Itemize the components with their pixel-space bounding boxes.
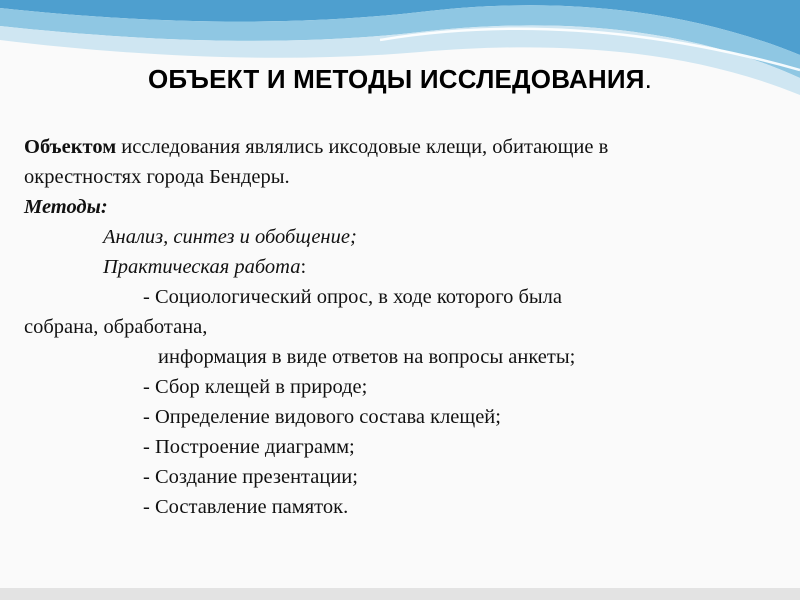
list-item: - Социологический опрос, в ходе которого была	[143, 286, 563, 308]
list-item: - Составление памяток.	[143, 496, 349, 518]
list-item: - Определение видового состава клещей;	[143, 406, 501, 428]
object-label: Объектом	[24, 136, 117, 158]
practical-colon: :	[300, 256, 307, 278]
list-item: - Сбор клещей в природе;	[143, 376, 368, 398]
method-practical	[24, 252, 794, 282]
list-item-continuation: информация в виде ответов на вопросы анкеты;	[158, 346, 576, 368]
title-text: ОБЪЕКТ И МЕТОДЫ ИССЛЕДОВАНИЯ	[147, 64, 645, 94]
methods-label: Методы:	[24, 196, 108, 218]
list-item-continuation: собрана, обработана,	[24, 316, 208, 338]
practical-label: Практическая работа	[103, 256, 301, 278]
page-title	[0, 64, 800, 95]
list-item: - Построение диаграмм;	[143, 436, 355, 458]
object-line-2: окрестностях города Бендеры.	[24, 166, 290, 188]
bottom-bar	[0, 588, 800, 600]
object-text-1: исследования являлись иксодовые клещи, обитающие в	[116, 136, 609, 158]
method-analysis: Анализ, синтез и обобщение;	[103, 226, 357, 248]
content-body	[24, 132, 794, 522]
object-line-1	[24, 132, 794, 162]
title-dot: .	[644, 64, 653, 94]
list-item: - Создание презентации;	[143, 466, 358, 488]
